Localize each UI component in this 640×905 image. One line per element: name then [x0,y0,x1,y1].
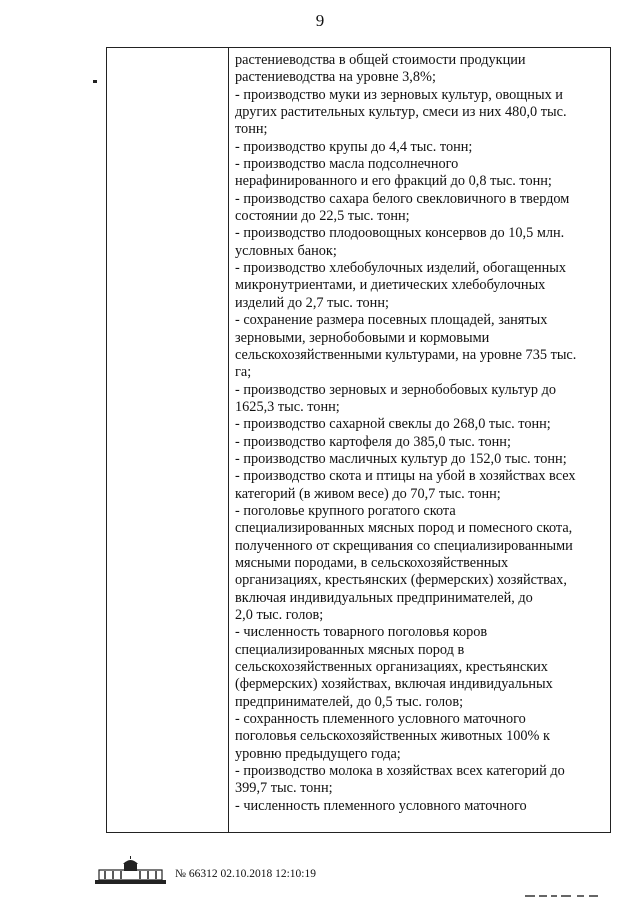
text-line: специализированных мясных пород в [235,641,465,658]
text-line: поголовья сельскохозяйственных животных 100% к [235,728,550,745]
text-line: условных банок; [235,242,337,259]
text-line: - производство хлебобулочных изделий, обогащенных [235,260,567,277]
text-line: 1625,3 тыс. тонн; [235,398,340,415]
text-line: 2,0 тыс. голов; [235,607,324,623]
margin-mark [93,80,97,83]
text-line: сельскохозяйственных организациях, крестьянских [235,659,548,676]
text-line: тонн; [235,121,268,138]
text-line: - производство плодоовощных консервов до 10,5 млн. [235,225,565,242]
text-line: растениеводства на уровне 3,8%; [235,69,436,86]
text-line: - производство муки из зерновых культур, овощных и [235,86,563,103]
text-line: включая индивидуальных предпринимателей, до [235,589,533,606]
text-line: микронутриентами, и диетических хлебобулочных [235,277,546,294]
text-line: 399,7 тыс. тонн; [235,780,333,797]
text-line: - производство масла подсолнечного [235,156,459,173]
text-line: предпринимателей, до 0,5 тыс. голов; [235,693,464,710]
text-line: сельскохозяйственными культурами, на уровне 735 тыс. [235,346,577,363]
text-line: га; [235,364,252,381]
text-line: категорий (в живом весе) до 70,7 тыс. тонн; [235,485,501,502]
text-line: - сохранение размера посевных площадей, занятых [235,312,548,329]
document-reference: № 66312 02.10.2018 12:10:19 [175,868,316,880]
table-right-column [229,48,610,832]
text-line: - производство сахара белого свекловичного в твердом [235,190,570,207]
text-line: - численность товарного поголовья коров [235,624,488,641]
table-left-column [107,48,229,832]
text-line: - сохранность племенного условного маточного [235,711,526,728]
text-line: состоянии до 22,5 тыс. тонн; [235,208,410,225]
text-line: уровню предыдущего года; [235,745,401,762]
text-line: зерновыми, зернобобовыми и кормовыми [235,329,490,346]
text-line: полученного от скрещивания со специализированными [235,537,573,554]
document-footer [93,856,513,896]
text-line: - производство скота и птицы на убой в хозяйствах всех [235,468,576,485]
text-line: - поголовье крупного рогатого скота [235,502,456,519]
text-line: - производство крупы до 4,4 тыс. тонн; [235,138,473,155]
text-line: изделий до 2,7 тыс. тонн; [235,294,389,311]
text-line: других растительных культур, смеси из них 480,0 тыс. [235,104,567,121]
text-line: (фермерских) хозяйствах, включая индивидуальных [235,676,553,693]
page-number: 9 [315,11,325,30]
text-line: - производство сахарной свеклы до 268,0 тыс. тонн; [235,416,551,433]
text-line: растениеводства в общей стоимости продукции [235,52,526,68]
text-line: - производство зерновых и зернобобовых культур до [235,381,557,398]
text-line: специализированных мясных пород и помесного скота, [235,520,573,537]
text-line: - численность племенного условного маточного [235,797,527,814]
program-table [106,47,611,833]
text-line: нерафинированного и его фракций до 0,8 тыс. тонн; [235,173,552,190]
scan-artifact-marks [525,893,615,899]
text-line: - производство картофеля до 385,0 тыс. тонн; [235,433,511,450]
text-line: мясными породами, в сельскохозяйственных [235,554,509,571]
text-line: организациях, крестьянских (фермерских) хозяйствах, [235,572,567,589]
government-building-emblem-icon [93,856,168,886]
text-line: - производство масличных культур до 152,0 тыс. тонн; [235,450,567,467]
text-line: - производство молока в хозяйствах всех категорий до [235,763,565,780]
